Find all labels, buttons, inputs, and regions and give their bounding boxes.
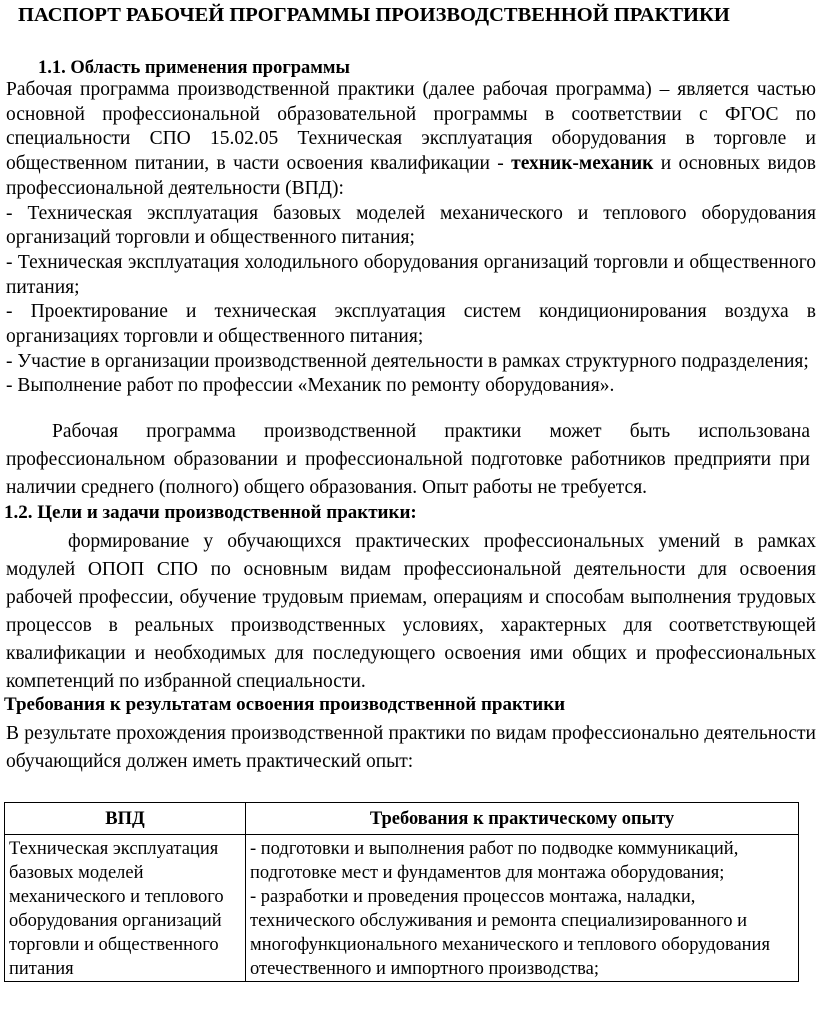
table-header-row	[5, 803, 799, 835]
table-header-vpd: ВПД	[5, 803, 246, 835]
document-title: ПАСПОРТ РАБОЧЕЙ ПРОГРАММЫ ПРОИЗВОДСТВЕННОЙ ПРАКТИКИ	[18, 4, 730, 26]
intro-text-end: и основных видов профессиональной деятельности (ВПД):	[6, 153, 816, 199]
requirements-table	[4, 802, 799, 982]
vpd-list-item: - Техническая эксплуатация базовых моделей механического и теплового оборудования организаций торговли и общественного питания;	[6, 202, 816, 249]
table-header-requirements: Требования к практическому опыту	[246, 803, 799, 835]
goals-paragraph: формирование у обучающихся практических профессиональных умений в рамках модулей ОПОП СПО по основным видам профессиональной деятельности для освоения рабочей профессии, обучение трудовым приемам, операциям и способам выполнения трудовых процессов в реальных производственных условиях, характерных для соответствующей квалификации и необходимых для последующего освоения ими общих и профессиональных компетенций по избранной специальности.	[6, 531, 816, 693]
vpd-list-item: - Техническая эксплуатация холодильного оборудования организаций торговли и общественного питания;	[6, 251, 816, 298]
table-cell-vpd: Техническая эксплуатация базовых моделей механического и теплового оборудования организаций торговли и общественного питания	[5, 835, 246, 982]
qualification-name: техник-механик	[511, 153, 654, 175]
vpd-list-item: - Проектирование и техническая эксплуатация систем кондиционирования воздуха в организациях торговли и общественного питания;	[6, 301, 816, 348]
table-row	[5, 835, 799, 982]
requirements-heading: Требования к результатам освоения производственной практики	[4, 694, 566, 715]
requirements-paragraph: В результате прохождения производственной практики по видам профессионально деятельности обучающийся должен иметь практический опыт:	[6, 723, 816, 772]
requirement-item: - разработки и проведения процессов монтажа, наладки, технического обслуживания и ремонта специализированного и многофункционального механического и теплового оборудования отечественного и импортного производства;	[250, 887, 770, 979]
requirement-item: - подготовки и выполнения работ по подводке коммуникаций, подготовке мест и фундаментов для монтажа оборудования;	[250, 839, 739, 883]
table-cell-requirements	[246, 835, 799, 982]
usage-paragraph: Рабочая программа производственной практики может быть использована профессиональном образовании и профессиональной подготовке работников предприяти при наличии среднего (полного) общего образования. Опыт работы не требуется.	[6, 421, 810, 498]
vpd-list-item: - Выполнение работ по профессии «Механик по ремонту оборудования».	[6, 375, 615, 397]
section-1-1-body	[6, 78, 816, 399]
intro-text: Рабочая программа производственной практики (далее рабочая программа) – является частью основной профессиональной образовательной программы в соответствии с ФГОС по специальности СПО 15.02.05 Техническая эксплуатация оборудования в торговле и общественном питании, в части освоения квалификации -	[6, 79, 816, 175]
vpd-list-item: - Участие в организации производственной деятельности в рамках структурного подразделения;	[6, 350, 809, 372]
section-1-1-heading: 1.1. Область применения программы	[38, 58, 350, 78]
section-1-2-heading: 1.2. Цели и задачи производственной практики:	[4, 502, 417, 523]
intro-paragraph	[6, 78, 816, 202]
